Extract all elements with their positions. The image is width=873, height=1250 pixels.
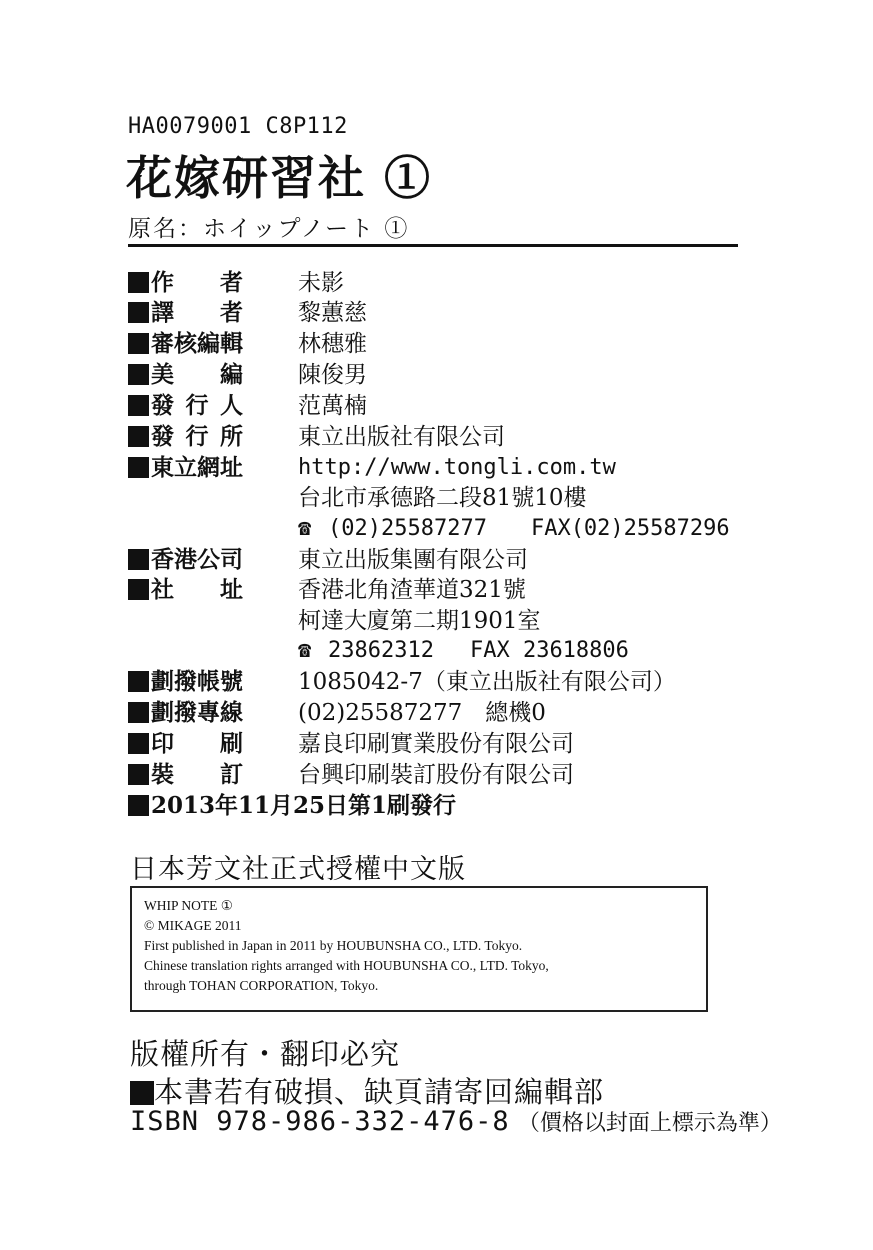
copyright-box (130, 886, 708, 1012)
bullet-square-icon (128, 579, 149, 600)
credit-label: 作 者 (128, 268, 288, 298)
credit-label: 劃撥專線 (128, 698, 288, 728)
credit-value: 東立出版社有限公司 (298, 424, 505, 450)
credit-value: 范萬楠 (298, 393, 367, 419)
copyright-line: through TOHAN CORPORATION, Tokyo. (144, 978, 379, 993)
credit-label: 美 編 (128, 360, 288, 390)
credit-label: 審核編輯 (128, 329, 288, 359)
credit-value: (02)25587277 總機0 (298, 700, 546, 726)
hk-phone-line: ☎ 23862312 FAX 23618806 (298, 636, 629, 666)
catalog-code: HA0079001 C8P112 (128, 114, 348, 139)
copyright-line: Chinese translation rights arranged with HOUBUNSHA CO., LTD. Tokyo, (144, 958, 549, 973)
copyright-line: First published in Japan in 2011 by HOUBUNSHA CO., LTD. Tokyo. (144, 938, 523, 953)
bullet-square-icon (128, 395, 149, 416)
price-note: （價格以封面上標示為準） (517, 1111, 782, 1136)
book-title: 花嫁研習社 ① (126, 151, 433, 205)
bullet-square-icon (128, 795, 149, 816)
telephone-icon: ☎ (298, 638, 312, 663)
bullet-square-icon (128, 426, 149, 447)
credit-label: 社 址 (128, 575, 288, 605)
bullet-square-icon (128, 671, 149, 692)
credit-value: 台興印刷裝訂股份有限公司 (298, 762, 574, 788)
credit-label: 東立網址 (128, 453, 288, 483)
bullet-square-icon (128, 549, 149, 570)
credit-value: 香港北角渣華道321號 (298, 577, 526, 603)
credit-value: 黎蕙慈 (298, 300, 367, 326)
credit-value: 未影 (298, 270, 344, 296)
credit-label: 香港公司 (128, 545, 288, 575)
bullet-square-icon (128, 364, 149, 385)
bullet-square-icon (130, 1081, 154, 1105)
bullet-square-icon (128, 302, 149, 323)
credit-value: 1085042-7（東立出版社有限公司） (298, 669, 676, 695)
edition-info: 2013年11月25日第1刷發行 (128, 791, 528, 821)
credit-label: 裝 訂 (128, 760, 288, 790)
hk-building: 柯達大廈第二期1901室 (298, 608, 541, 634)
bullet-square-icon (128, 702, 149, 723)
credit-label: 印 刷 (128, 729, 288, 759)
bullet-square-icon (128, 272, 149, 293)
credit-label: 劃撥帳號 (128, 667, 288, 697)
rights-notice: 版權所有・翻印必究 (130, 1037, 401, 1071)
copyright-line: WHIP NOTE ① (144, 898, 233, 913)
bullet-square-icon (128, 733, 149, 754)
credit-value: 陳俊男 (298, 362, 367, 388)
original-title: 原名：ホイップノート ① (128, 216, 410, 242)
copyright-line: © MIKAGE 2011 (144, 918, 242, 933)
bullet-square-icon (128, 333, 149, 354)
credit-value: 林穗雅 (298, 331, 367, 357)
credit-label: 譯 者 (128, 298, 288, 328)
telephone-icon: ☎ (298, 516, 312, 541)
taipei-address: 台北市承德路二段81號10樓 (298, 485, 587, 511)
credit-label: 發 行 所 (128, 422, 288, 452)
credit-label: 發 行 人 (128, 391, 288, 421)
isbn-number: ISBN 978-986-332-476-8 (130, 1106, 510, 1137)
title-divider (128, 244, 738, 247)
authorization-notice: 日本芳文社正式授權中文版 (130, 854, 466, 885)
bullet-square-icon (128, 457, 149, 478)
credit-value: 嘉良印刷實業股份有限公司 (298, 731, 574, 757)
damage-notice: 本書若有破損、缺頁請寄回編輯部 (130, 1070, 604, 1111)
isbn-line (130, 1106, 782, 1137)
taipei-phone-line: ☎ (02)25587277 FAX(02)25587296 (298, 514, 730, 544)
bullet-square-icon (128, 764, 149, 785)
website-url: http://www.tongli.com.tw (298, 455, 616, 480)
credit-value: 東立出版集團有限公司 (298, 547, 528, 573)
